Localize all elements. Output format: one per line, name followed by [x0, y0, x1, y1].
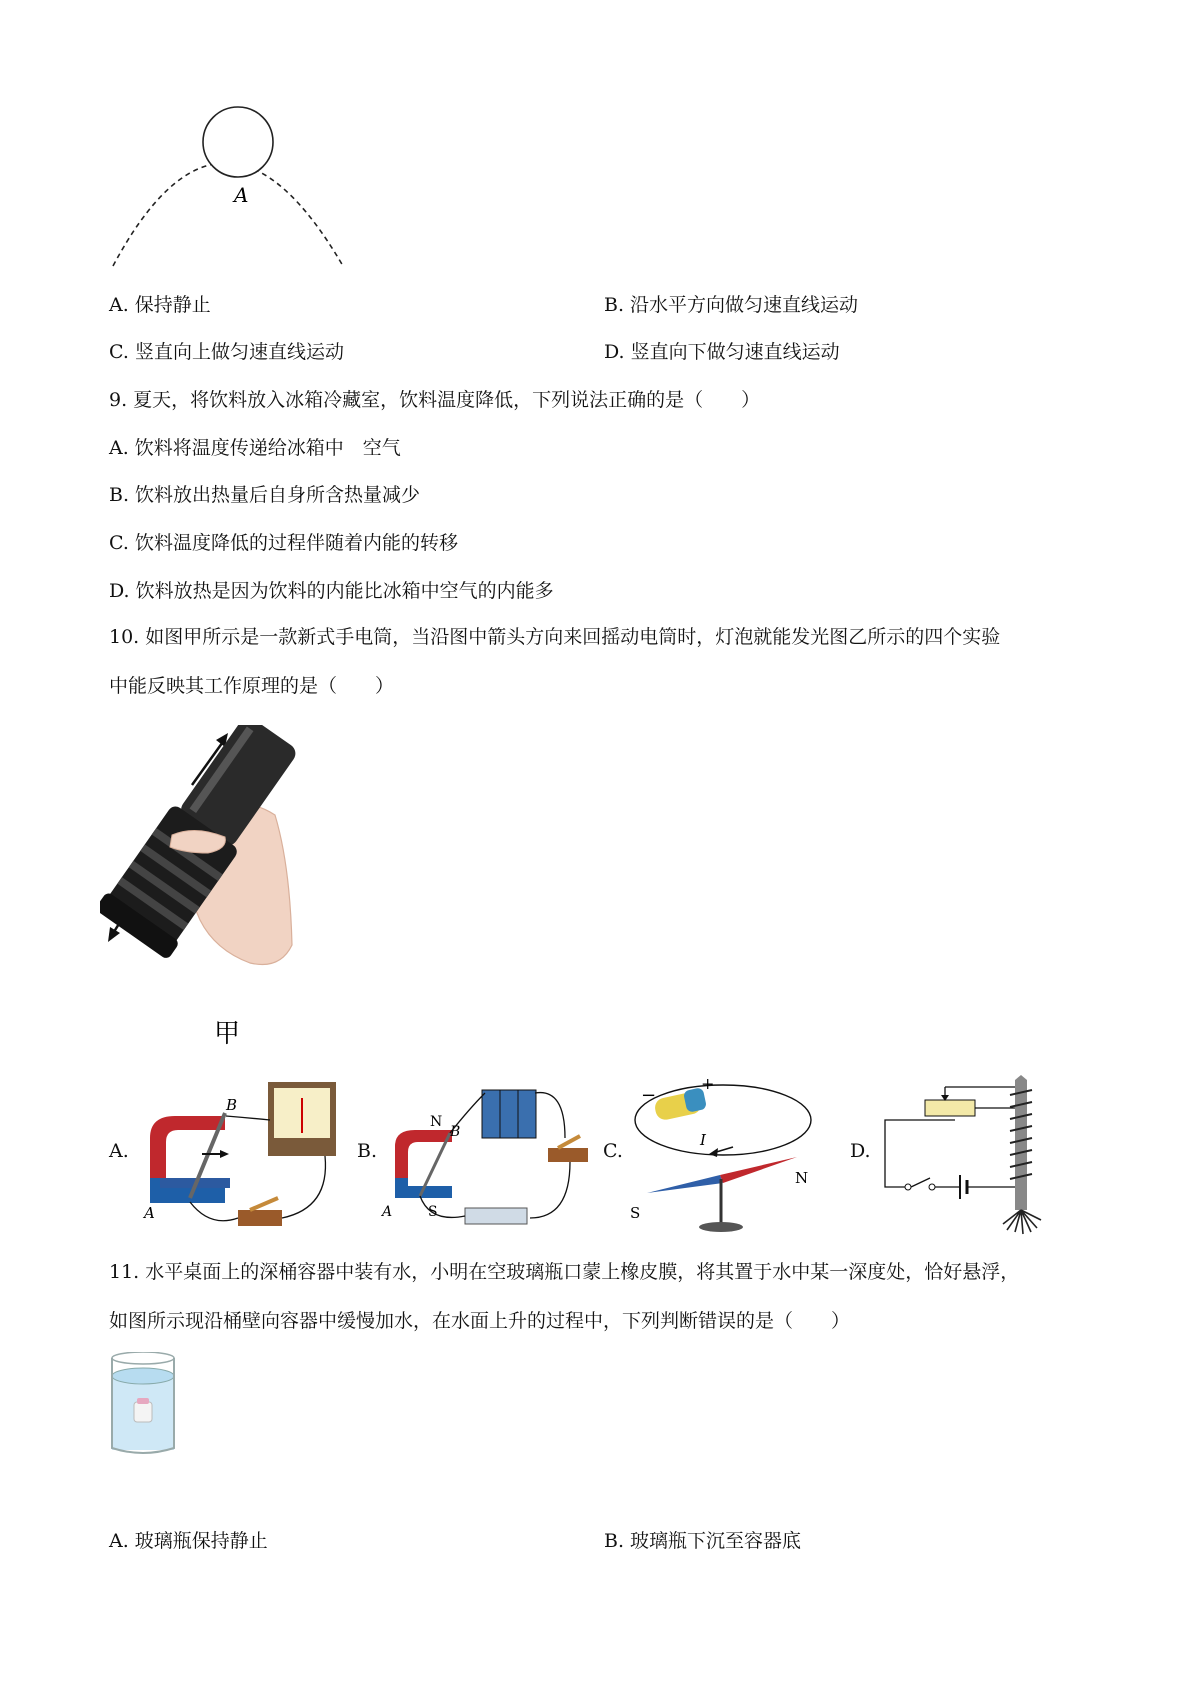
q9-option-d: D. 饮料放热是因为饮料的内能比冰箱中空气的内能多: [109, 580, 554, 602]
flashlight-figure: [100, 725, 340, 1050]
q9-option-b: B. 饮料放出热量后自身所含热量减少: [109, 484, 421, 506]
diagram-c-compass: [625, 1075, 825, 1235]
svg-text:N: N: [795, 1169, 809, 1187]
ball: [203, 107, 273, 177]
diagram-d-electromagnet: [875, 1075, 1055, 1245]
svg-text:S: S: [630, 1204, 641, 1222]
q11-stem-line1: 11. 水平桌面上的深桶容器中装有水，小明在空玻璃瓶口蒙上橡皮膜，将其置于水中某一深度处，恰好悬浮，: [109, 1261, 1020, 1283]
q10-option-d-label: D.: [850, 1140, 871, 1162]
q8-trajectory-figure: [95, 100, 375, 275]
q10-stem-line2: 中能反映其工作原理的是（ ）: [109, 675, 395, 697]
svg-text:S: S: [428, 1204, 438, 1220]
figure-jia-label: 甲: [214, 1019, 241, 1049]
q9-option-c: C. 饮料温度降低的过程伴随着内能的转移: [109, 532, 458, 554]
q9-option-a: A. 饮料将温度传递给冰箱中 空气: [109, 437, 401, 459]
q8-option-a: A. 保持静止: [109, 294, 211, 316]
svg-text:−: −: [641, 1085, 657, 1106]
svg-text:A: A: [382, 1204, 393, 1220]
thumb: [170, 830, 225, 853]
q10-option-b-label: B.: [357, 1140, 378, 1162]
svg-text:+: +: [701, 1075, 715, 1093]
svg-text:B: B: [450, 1124, 461, 1140]
diagram-a-galvanometer: [130, 1078, 350, 1228]
point-a-label: A: [234, 183, 249, 207]
q9-stem: 9. 夏天，将饮料放入冰箱冷藏室，饮料温度降低，下列说法正确的是（ ）: [109, 389, 761, 411]
q10-option-c-label: C.: [603, 1140, 623, 1162]
svg-text:A: A: [144, 1204, 155, 1222]
q10-option-a-label: A.: [109, 1140, 129, 1162]
q8-option-c: C. 竖直向上做匀速直线运动: [109, 341, 344, 363]
q11-option-b: B. 玻璃瓶下沉至容器底: [604, 1530, 802, 1552]
q8-option-d: D. 竖直向下做匀速直线运动: [604, 341, 840, 363]
q11-option-a: A. 玻璃瓶保持静止: [109, 1530, 268, 1552]
q10-stem-line1: 10. 如图甲所示是一款新式手电筒，当沿图中箭头方向来回摇动电筒时，灯泡就能发光图乙所示的四个实验: [109, 626, 1001, 648]
svg-text:I: I: [700, 1131, 706, 1149]
q8-option-b: B. 沿水平方向做匀速直线运动: [604, 294, 859, 316]
diagram-b-battery-circuit: [380, 1078, 590, 1228]
svg-text:N: N: [430, 1114, 443, 1130]
dashed-parabola: [113, 163, 343, 266]
q11-stem-line2: 如图所示现沿桶壁向容器中缓慢加水，在水面上升的过程中，下列判断错误的是（ ）: [109, 1310, 851, 1332]
svg-text:B: B: [226, 1096, 238, 1114]
q11-container-figure: [108, 1352, 180, 1457]
